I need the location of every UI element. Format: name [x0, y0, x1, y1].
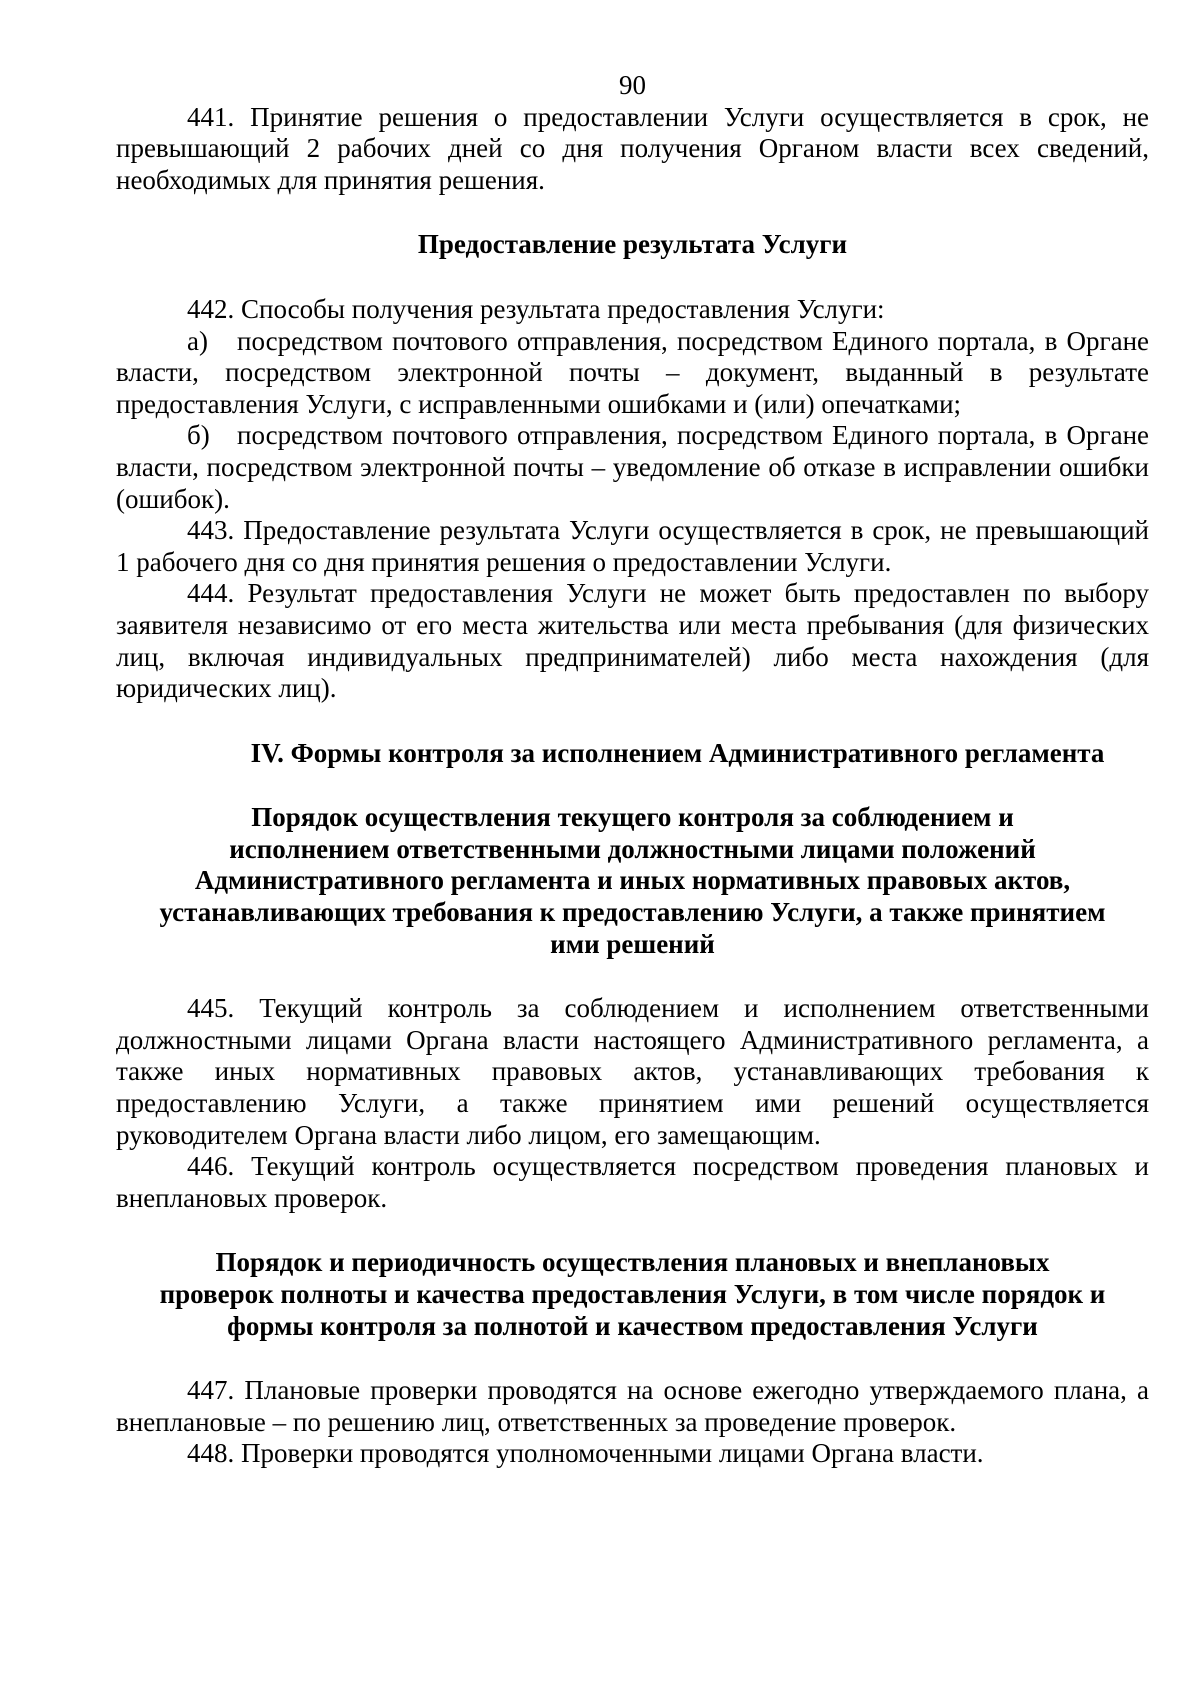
paragraph-442-a-text: посредством почтового отправления, посредством Единого портала, в Органе власти, посредством электронной почты – документ, выданный в результате предоставления Услуги, с исправленными ошибками и (или) опечатками; — [116, 325, 1149, 419]
paragraph-443: 443. Предоставление результата Услуги осуществляется в срок, не превышающий 1 рабочего дня со дня принятия решения о предоставлении Услуги. — [116, 515, 1149, 577]
page-content — [116, 70, 1149, 1470]
list-marker-a: а) — [187, 325, 208, 356]
heading-inspections-line-2: проверок полноты и качества предоставления Услуги, в том числе порядок и — [159, 1279, 1106, 1309]
heading-current-control-line-1: Порядок осуществления текущего контроля за соблюдением и — [251, 802, 1014, 833]
paragraph-442-b — [116, 420, 1149, 515]
paragraph-446: 446. Текущий контроль осуществляется посредством проведения плановых и внеплановых проверок. — [116, 1151, 1149, 1213]
heading-result-provision: Предоставление результата Услуги — [417, 229, 848, 260]
paragraph-442: 442. Способы получения результата предоставления Услуги: — [187, 293, 885, 324]
heading-inspections — [116, 1247, 1149, 1342]
heading-section-iv: IV. Формы контроля за исполнением Административного регламента — [250, 737, 1105, 768]
heading-inspections-line-3: формы контроля за полнотой и качеством предоставления Услуги — [227, 1310, 1038, 1341]
paragraph-441: 441. Принятие решения о предоставлении Услуги осуществляется в срок, не превышающий 2 рабочих дней со дня получения Органом власти всех сведений, необходимых для принятия решения. — [116, 101, 1149, 195]
heading-current-control-line-2: исполнением ответственными должностными лицами положений — [229, 833, 1036, 864]
heading-inspections-line-1: Порядок и периодичность осуществления плановых и внеплановых — [215, 1247, 1050, 1278]
paragraph-447: 447. Плановые проверки проводятся на основе ежегодно утверждаемого плана, а внеплановые – по решению лиц, ответственных за проведение проверок. — [116, 1375, 1149, 1437]
paragraph-442-a — [116, 326, 1149, 421]
paragraph-445: 445. Текущий контроль за соблюдением и исполнением ответственными должностными лицами Органа власти настоящего Административного регламента, а также иных нормативных правовых актов, устанавливающих требования к предоставлению Услуги, а также принятием ими решений осуществляется руководителем Органа власти либо лицом, его замещающим. — [116, 993, 1149, 1150]
heading-current-control-line-4: устанавливающих требования к предоставлению Услуги, а также принятием — [159, 897, 1106, 928]
paragraph-442-b-text: посредством почтового отправления, посредством Единого портала, в Органе власти, посредством электронной почты – уведомление об отказе в исправлении ошибки (ошибок). — [116, 420, 1149, 514]
heading-current-control-line-3: Административного регламента и иных нормативных правовых актов, — [194, 865, 1071, 896]
paragraph-444: 444. Результат предоставления Услуги не может быть предоставлен по выбору заявителя независимо от его места жительства или места пребывания (для физических лиц, включая индивидуальных предпринимателей) либо места нахождения (для юридических лиц). — [116, 578, 1149, 704]
list-marker-b: б) — [187, 420, 210, 451]
heading-current-control — [116, 802, 1149, 960]
paragraph-448: 448. Проверки проводятся уполномоченными лицами Органа власти. — [187, 1438, 984, 1469]
page-number: 90 — [619, 70, 646, 100]
heading-current-control-line-5: ими решений — [550, 928, 715, 959]
